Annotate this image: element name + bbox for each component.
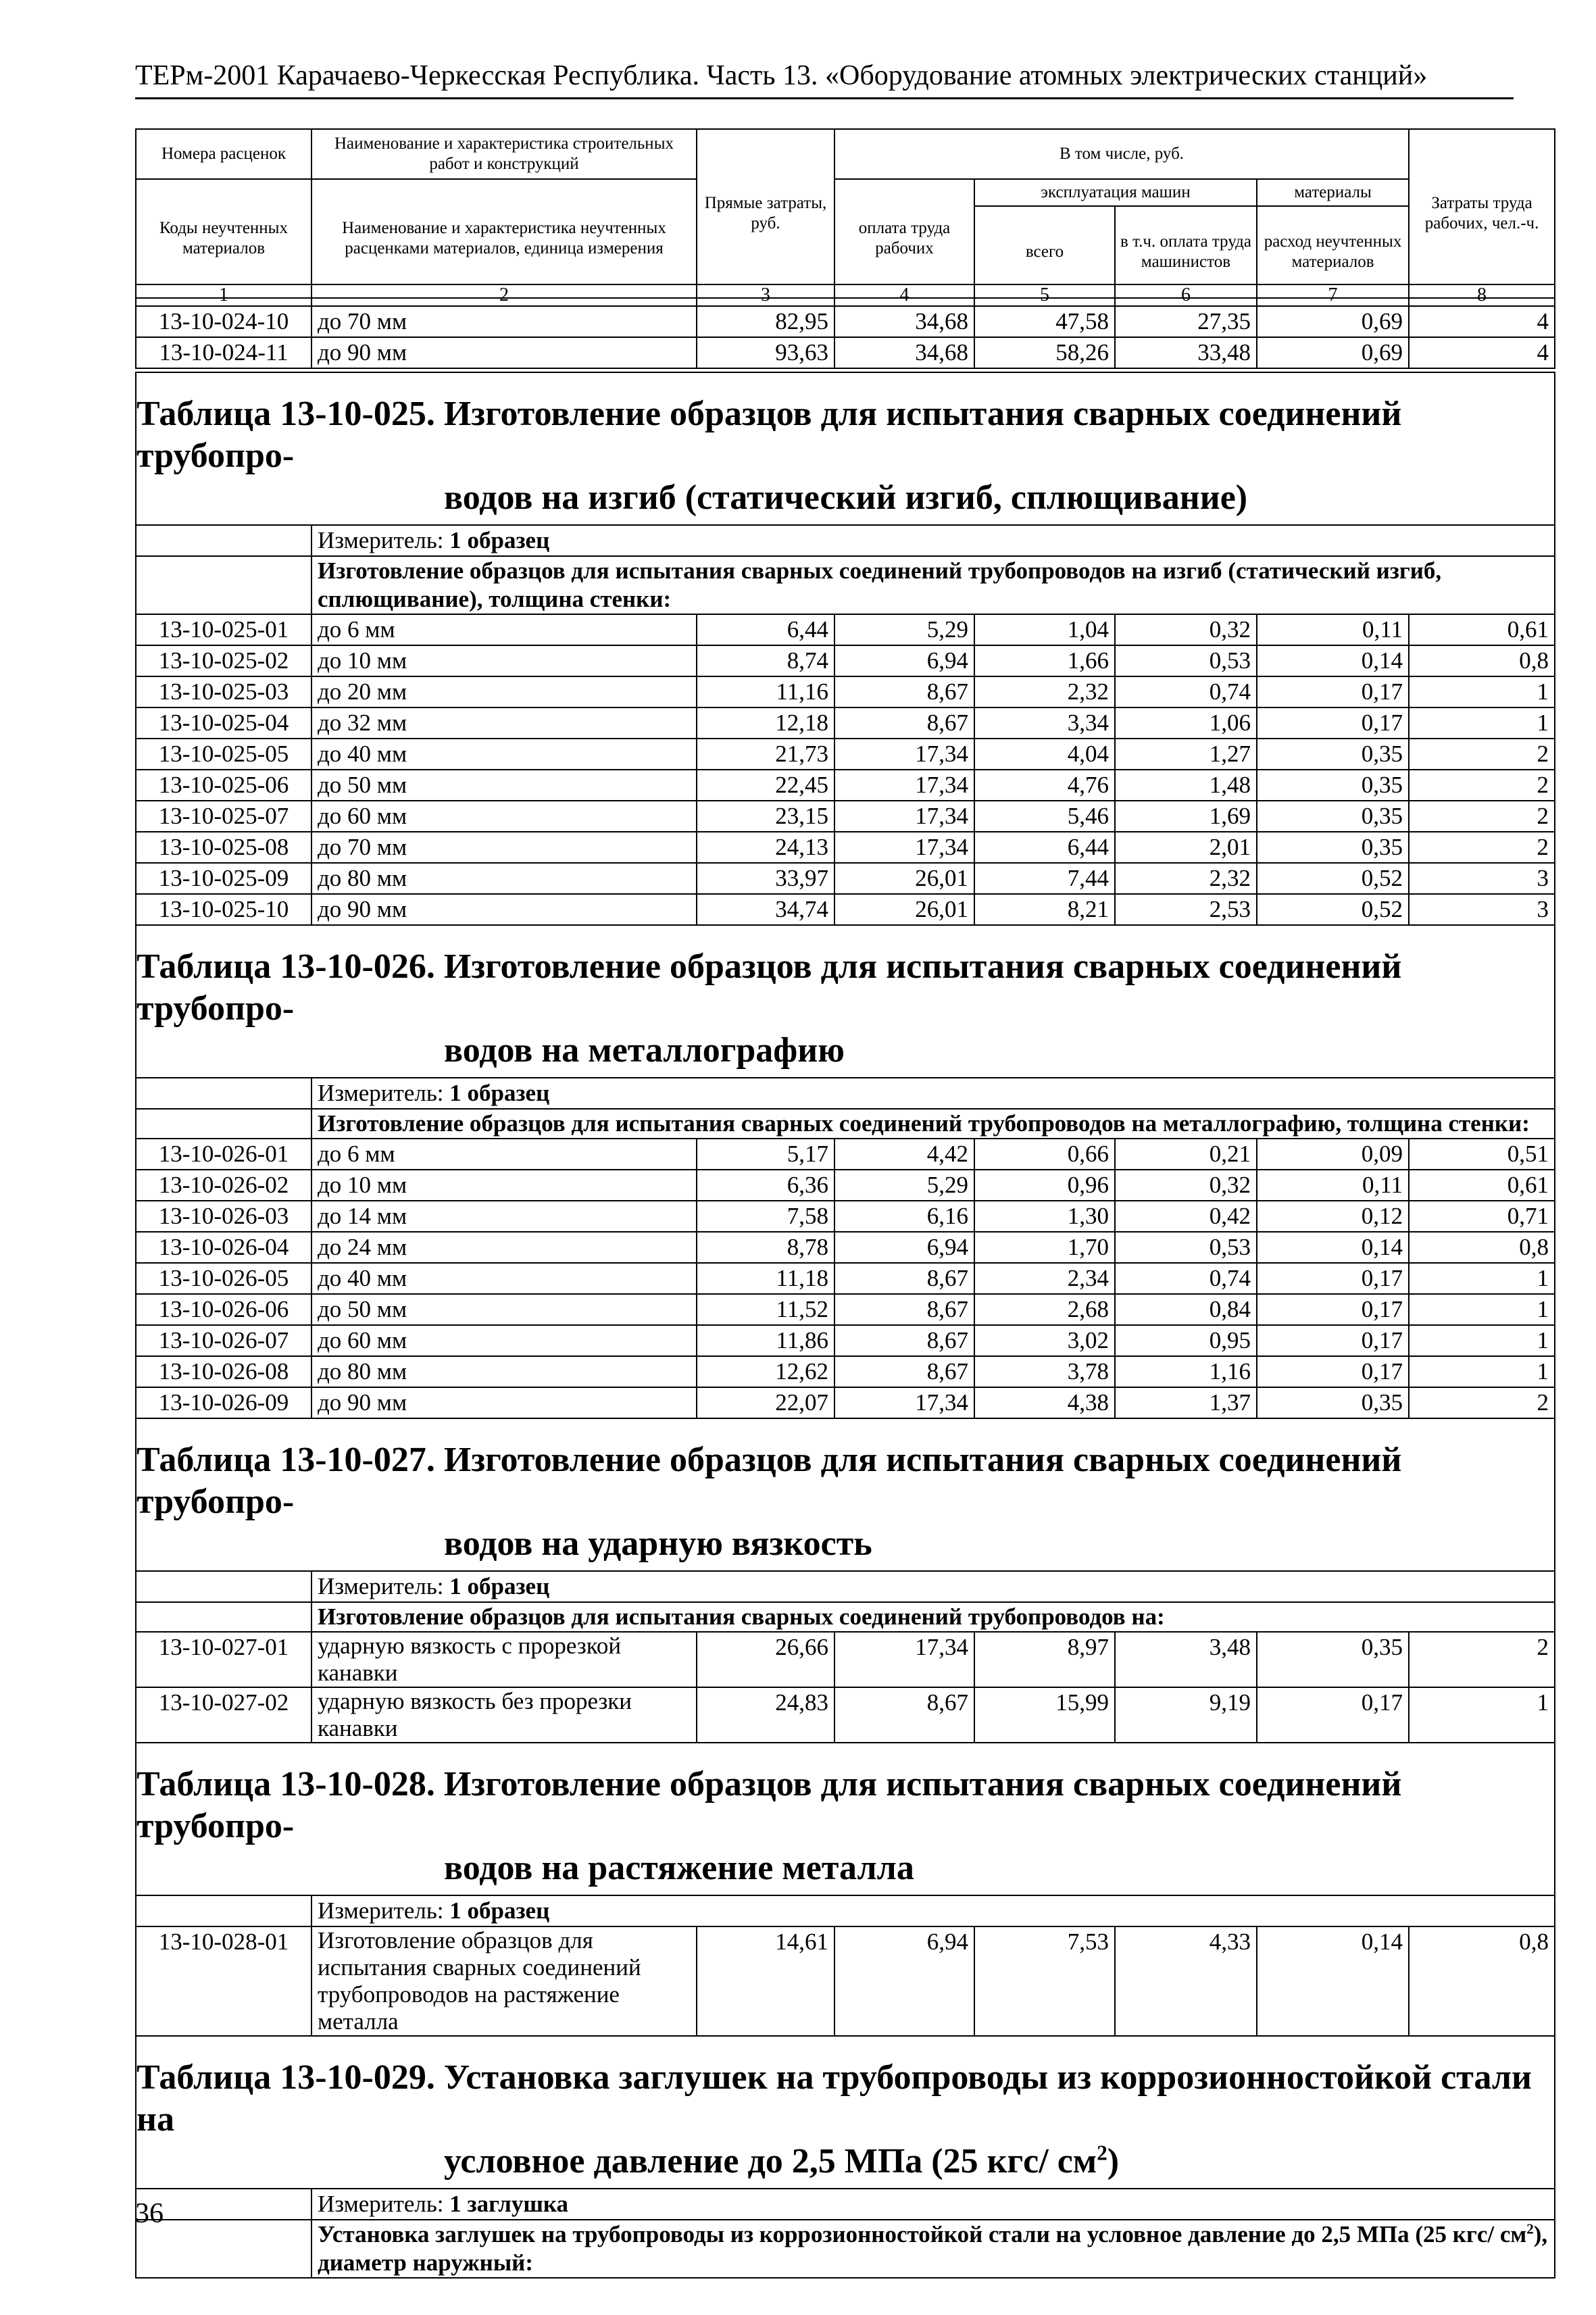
rate-code: 13-10-025-06 (136, 770, 312, 801)
rate-code: 13-10-025-10 (136, 895, 312, 926)
empty-cell (136, 1110, 312, 1139)
column-number: 6 (1116, 285, 1257, 307)
rate-value: 8,67 (835, 1295, 975, 1326)
rate-value: 0,42 (1116, 1201, 1257, 1233)
rate-code: 13-10-026-03 (136, 1201, 312, 1233)
meter-label: Измеритель: (318, 2191, 450, 2217)
rate-value: 5,29 (835, 1170, 975, 1201)
subtitle-text: ), диаметр наружный: (318, 2221, 1548, 2276)
table-subtitle: Изготовление образцов для испытания сварных соединений трубопроводов на металлографию, толщина стенки: (312, 1110, 1555, 1139)
rate-value: 17,34 (835, 832, 975, 864)
rate-value: 1,27 (1116, 739, 1257, 770)
rate-code: 13-10-025-05 (136, 739, 312, 770)
rate-value: 34,74 (697, 895, 835, 926)
header-total: всего (974, 206, 1115, 298)
header-materials: материалы (1257, 179, 1409, 206)
rate-value: 6,16 (835, 1201, 975, 1233)
rate-name: до 10 мм (312, 1170, 697, 1201)
rate-value: 0,8 (1410, 646, 1555, 677)
table-subtitle (312, 2220, 1555, 2279)
table-meter (312, 1078, 1555, 1110)
rate-code: 13-10-026-02 (136, 1170, 312, 1201)
rate-value: 8,67 (835, 677, 975, 708)
rate-value: 6,94 (835, 1927, 975, 2037)
rate-value: 34,68 (835, 307, 975, 338)
header-direct-costs: Прямые затраты, руб. (697, 129, 834, 298)
rate-value: 0,61 (1410, 1170, 1555, 1201)
rate-value: 0,09 (1257, 1139, 1410, 1170)
rate-value: 0,52 (1257, 864, 1410, 895)
rate-value: 33,48 (1116, 338, 1257, 369)
table-title-line-2: водов на металлографию (444, 1031, 845, 1070)
rate-value: 0,17 (1257, 708, 1410, 739)
rate-value: 1 (1410, 1326, 1555, 1357)
header-name-materials: Наименование и характеристика неучтенных расценками материалов, единица измерения (311, 179, 697, 298)
rate-name: до 6 мм (312, 615, 697, 646)
rate-value: 47,58 (975, 307, 1116, 338)
rate-code: 13-10-024-10 (136, 307, 312, 338)
rate-value: 4 (1410, 307, 1555, 338)
rate-value: 7,44 (975, 864, 1116, 895)
rate-name: до 80 мм (312, 1357, 697, 1388)
rate-value: 1,16 (1116, 1357, 1257, 1388)
empty-cell (136, 526, 312, 557)
rate-code: 13-10-027-01 (136, 1633, 312, 1688)
rate-code: 13-10-026-05 (136, 1264, 312, 1295)
column-number: 8 (1410, 285, 1555, 307)
rate-name: до 40 мм (312, 739, 697, 770)
table-title (136, 926, 1555, 1078)
rate-value: 0,11 (1257, 615, 1410, 646)
document-header: ТЕРм-2001 Карачаево-Черкесская Республика. Часть 13. «Оборудование атомных электрических станций» (135, 58, 1514, 99)
rate-value: 1 (1410, 708, 1555, 739)
header-rate-numbers: Номера расценок (136, 129, 311, 179)
rate-name: до 20 мм (312, 677, 697, 708)
rate-value: 3,48 (1116, 1633, 1257, 1688)
rate-value: 0,35 (1257, 739, 1410, 770)
rate-value: 15,99 (975, 1688, 1116, 1743)
rate-name: ударную вязкость с прорезкой канавки (312, 1633, 697, 1688)
rate-value: 0,17 (1257, 677, 1410, 708)
rate-name: до 40 мм (312, 1264, 697, 1295)
table-title-line-2 (136, 2141, 1547, 2183)
rate-value: 6,94 (835, 646, 975, 677)
rate-code: 13-10-027-02 (136, 1688, 312, 1743)
rate-name: до 50 мм (312, 770, 697, 801)
rate-value: 11,18 (697, 1264, 835, 1295)
rate-value: 0,35 (1257, 832, 1410, 864)
rate-value: 0,69 (1257, 307, 1410, 338)
title-superscript: 2 (1097, 2141, 1107, 2165)
meter-label: Измеритель: (318, 1897, 450, 1924)
rate-value: 0,35 (1257, 770, 1410, 801)
meter-label: Измеритель: (318, 527, 450, 553)
rate-value: 4,42 (835, 1139, 975, 1170)
meter-value: 1 образец (449, 1897, 550, 1924)
subtitle-superscript: 2 (1526, 2220, 1534, 2237)
rate-value: 1 (1410, 1295, 1555, 1326)
rate-value: 24,83 (697, 1688, 835, 1743)
rate-value: 1,48 (1116, 770, 1257, 801)
rate-value: 22,45 (697, 770, 835, 801)
empty-cell (136, 1078, 312, 1110)
rate-value: 0,14 (1257, 1927, 1410, 2037)
rate-value: 8,21 (975, 895, 1116, 926)
column-number: 5 (975, 285, 1116, 307)
rate-value: 6,44 (697, 615, 835, 646)
rate-value: 4,38 (975, 1388, 1116, 1419)
rate-value: 8,97 (975, 1633, 1116, 1688)
table-meter (312, 526, 1555, 557)
rate-name: до 90 мм (312, 895, 697, 926)
rate-code: 13-10-026-07 (136, 1326, 312, 1357)
rate-value: 1 (1410, 1688, 1555, 1743)
rate-code: 13-10-025-03 (136, 677, 312, 708)
rate-code: 13-10-026-04 (136, 1233, 312, 1264)
rate-value: 93,63 (697, 338, 835, 369)
table-title-line-1: Таблица 13-10-025. Изготовление образцов для испытания сварных соединений трубопро- (136, 395, 1402, 475)
rate-value: 26,66 (697, 1633, 835, 1688)
rate-name: до 90 мм (312, 338, 697, 369)
rate-value: 17,34 (835, 801, 975, 832)
rate-value: 2,01 (1116, 832, 1257, 864)
rate-value: 0,71 (1410, 1201, 1555, 1233)
rate-code: 13-10-026-09 (136, 1388, 312, 1419)
rate-value: 4,76 (975, 770, 1116, 801)
rate-value: 0,69 (1257, 338, 1410, 369)
header-incl-machinists: в т.ч. оплата труда машинистов (1115, 206, 1257, 298)
header-machine-ops: эксплуатация машин (974, 179, 1257, 206)
rate-value: 17,34 (835, 1388, 975, 1419)
rate-value: 12,62 (697, 1357, 835, 1388)
rate-value: 0,95 (1116, 1326, 1257, 1357)
rate-value: 2 (1410, 739, 1555, 770)
rate-value: 3,02 (975, 1326, 1116, 1357)
table-title-line-2: водов на изгиб (статический изгиб, сплющивание) (444, 478, 1248, 517)
rate-value: 0,52 (1257, 895, 1410, 926)
rate-value: 22,07 (697, 1388, 835, 1419)
header-labor-costs: Затраты труда рабочих, чел.-ч. (1409, 129, 1555, 298)
rate-value: 8,78 (697, 1233, 835, 1264)
rate-code: 13-10-025-01 (136, 615, 312, 646)
rate-value: 0,14 (1257, 646, 1410, 677)
rate-value: 14,61 (697, 1927, 835, 2037)
rate-value: 9,19 (1116, 1688, 1257, 1743)
meter-value: 1 заглушка (449, 2191, 569, 2217)
table-title (136, 2037, 1555, 2189)
rate-value: 2,32 (975, 677, 1116, 708)
table-top-rows (135, 284, 1555, 369)
meter-value: 1 образец (449, 527, 550, 553)
rate-value: 1,70 (975, 1233, 1116, 1264)
header-labor-pay: оплата труда рабочих (834, 179, 974, 298)
table-title (136, 1743, 1555, 1896)
rate-value: 8,67 (835, 1264, 975, 1295)
column-number: 1 (136, 285, 312, 307)
rate-value: 12,18 (697, 708, 835, 739)
empty-cell (136, 1896, 312, 1927)
rate-value: 0,84 (1116, 1295, 1257, 1326)
table-13-10-025 (135, 372, 1555, 2279)
rate-value: 8,67 (835, 1688, 975, 1743)
rate-value: 0,8 (1410, 1927, 1555, 2037)
column-number: 3 (697, 285, 835, 307)
rate-value: 1,37 (1116, 1388, 1257, 1419)
rate-value: 2 (1410, 832, 1555, 864)
rate-value: 4 (1410, 338, 1555, 369)
rate-value: 23,15 (697, 801, 835, 832)
rate-value: 2 (1410, 1388, 1555, 1419)
rate-value: 2,34 (975, 1264, 1116, 1295)
rate-value: 0,32 (1116, 615, 1257, 646)
header-including: В том числе, руб. (834, 129, 1409, 179)
rate-value: 0,35 (1257, 1633, 1410, 1688)
rate-value: 2,53 (1116, 895, 1257, 926)
rate-code: 13-10-025-09 (136, 864, 312, 895)
meter-label: Измеритель: (318, 1573, 450, 1599)
rate-name: до 90 мм (312, 1388, 697, 1419)
rate-value: 8,67 (835, 1357, 975, 1388)
rate-value: 0,96 (975, 1170, 1116, 1201)
rate-code: 13-10-025-02 (136, 646, 312, 677)
table-meter (312, 2189, 1555, 2220)
rate-value: 3,34 (975, 708, 1116, 739)
rate-value: 1 (1410, 677, 1555, 708)
rate-name: до 80 мм (312, 864, 697, 895)
rate-value: 0,14 (1257, 1233, 1410, 1264)
rate-value: 26,01 (835, 864, 975, 895)
rate-name: до 60 мм (312, 1326, 697, 1357)
rate-value: 8,67 (835, 1326, 975, 1357)
rate-value: 0,8 (1410, 1233, 1555, 1264)
column-number: 4 (835, 285, 975, 307)
rate-name: до 60 мм (312, 801, 697, 832)
empty-cell (136, 1603, 312, 1633)
rate-value: 2 (1410, 1633, 1555, 1688)
subtitle-text: Установка заглушек на трубопроводы из коррозионностойкой стали на условное давление до 2,5 МПа (25 кгс/ см (318, 2221, 1527, 2247)
table-title-line-1: Таблица 13-10-026. Изготовление образцов для испытания сварных соединений трубопро- (136, 947, 1402, 1028)
rate-value: 26,01 (835, 895, 975, 926)
rate-value: 6,44 (975, 832, 1116, 864)
rate-value: 0,61 (1410, 615, 1555, 646)
table-subtitle: Изготовление образцов для испытания сварных соединений трубопроводов на изгиб (статический изгиб, сплющивание), толщина стенки: (312, 557, 1555, 615)
table-header (135, 128, 1555, 299)
rate-value: 1 (1410, 1264, 1555, 1295)
table-subtitle: Изготовление образцов для испытания сварных соединений трубопроводов на: (312, 1603, 1555, 1633)
rate-value: 58,26 (975, 338, 1116, 369)
rate-name: до 14 мм (312, 1201, 697, 1233)
rate-value: 0,74 (1116, 677, 1257, 708)
rate-value: 1,30 (975, 1201, 1116, 1233)
rate-code: 13-10-025-04 (136, 708, 312, 739)
rate-value: 2,68 (975, 1295, 1116, 1326)
rate-name: до 70 мм (312, 832, 697, 864)
table-title-line-2: водов на растяжение металла (444, 1849, 914, 1887)
rate-value: 0,53 (1116, 1233, 1257, 1264)
rate-value: 5,17 (697, 1139, 835, 1170)
rate-value: 24,13 (697, 832, 835, 864)
rate-value: 21,73 (697, 739, 835, 770)
rate-name: ударную вязкость без прорезки канавки (312, 1688, 697, 1743)
empty-cell (136, 1572, 312, 1603)
rate-value: 0,74 (1116, 1264, 1257, 1295)
rate-value: 3 (1410, 895, 1555, 926)
table-title-line-1: Таблица 13-10-029. Установка заглушек на трубопроводы из коррозионностойкой стали на (136, 2058, 1532, 2139)
page-number: 36 (135, 2198, 164, 2229)
rate-value: 0,12 (1257, 1201, 1410, 1233)
rate-value: 0,35 (1257, 1388, 1410, 1419)
column-number: 7 (1257, 285, 1410, 307)
rate-value: 82,95 (697, 307, 835, 338)
rate-name: до 70 мм (312, 307, 697, 338)
table-meter (312, 1572, 1555, 1603)
rate-value: 33,97 (697, 864, 835, 895)
rate-value: 0,17 (1257, 1357, 1410, 1388)
rate-value: 11,52 (697, 1295, 835, 1326)
meter-value: 1 образец (449, 1573, 550, 1599)
column-number: 2 (312, 285, 697, 307)
rate-code: 13-10-028-01 (136, 1927, 312, 2037)
rate-code: 13-10-024-11 (136, 338, 312, 369)
rate-value: 8,67 (835, 708, 975, 739)
rate-value: 0,21 (1116, 1139, 1257, 1170)
rate-value: 17,34 (835, 770, 975, 801)
table-title-line-2: водов на ударную вязкость (444, 1524, 872, 1563)
rate-value: 1,66 (975, 646, 1116, 677)
rate-value: 8,74 (697, 646, 835, 677)
rate-value: 34,68 (835, 338, 975, 369)
table-title (136, 373, 1555, 526)
rate-value: 0,17 (1257, 1326, 1410, 1357)
rate-value: 0,35 (1257, 801, 1410, 832)
rate-value: 0,17 (1257, 1295, 1410, 1326)
rate-value: 1,69 (1116, 801, 1257, 832)
table-meter (312, 1896, 1555, 1927)
rate-code: 13-10-026-06 (136, 1295, 312, 1326)
rate-value: 2,32 (1116, 864, 1257, 895)
rate-value: 17,34 (835, 739, 975, 770)
rate-value: 7,58 (697, 1201, 835, 1233)
rate-value: 0,32 (1116, 1170, 1257, 1201)
table-title-line-1: Таблица 13-10-027. Изготовление образцов для испытания сварных соединений трубопро- (136, 1441, 1402, 1521)
rate-name: до 24 мм (312, 1233, 697, 1264)
rate-value: 0,11 (1257, 1170, 1410, 1201)
rate-code: 13-10-026-01 (136, 1139, 312, 1170)
rate-value: 6,36 (697, 1170, 835, 1201)
rate-value: 5,29 (835, 615, 975, 646)
rate-value: 7,53 (975, 1927, 1116, 2037)
rate-value: 17,34 (835, 1633, 975, 1688)
rate-value: 3,78 (975, 1357, 1116, 1388)
rate-value: 6,94 (835, 1233, 975, 1264)
rate-value: 0,17 (1257, 1264, 1410, 1295)
rate-value: 0,17 (1257, 1688, 1410, 1743)
table-title-line-1: Таблица 13-10-028. Изготовление образцов для испытания сварных соединений трубопро- (136, 1765, 1402, 1845)
rate-value: 1 (1410, 1357, 1555, 1388)
rate-name: до 50 мм (312, 1295, 697, 1326)
rate-value: 5,46 (975, 801, 1116, 832)
rate-code: 13-10-026-08 (136, 1357, 312, 1388)
rate-value: 1,06 (1116, 708, 1257, 739)
title-text: ) (1107, 2142, 1120, 2181)
rate-value: 2 (1410, 770, 1555, 801)
meter-value: 1 образец (449, 1080, 550, 1106)
rate-value: 0,51 (1410, 1139, 1555, 1170)
table-title (136, 1419, 1555, 1572)
rate-value: 4,33 (1116, 1927, 1257, 2037)
rate-value: 27,35 (1116, 307, 1257, 338)
rate-value: 11,16 (697, 677, 835, 708)
header-name-works: Наименование и характеристика строительных работ и конструкций (311, 129, 697, 179)
rate-value: 11,86 (697, 1326, 835, 1357)
title-text: условное давление до 2,5 МПа (25 кгс/ см (444, 2142, 1097, 2181)
rate-code: 13-10-025-07 (136, 801, 312, 832)
rate-value: 3 (1410, 864, 1555, 895)
header-unaccounted-materials: расход неучтенных материалов (1257, 206, 1409, 298)
rate-value: 2 (1410, 801, 1555, 832)
rate-code: 13-10-025-08 (136, 832, 312, 864)
rate-value: 0,66 (975, 1139, 1116, 1170)
rate-value: 0,53 (1116, 646, 1257, 677)
rate-name: до 6 мм (312, 1139, 697, 1170)
rate-name: до 32 мм (312, 708, 697, 739)
meter-label: Измеритель: (318, 1080, 450, 1106)
rate-name: Изготовление образцов для испытания сварных соединений трубопроводов на растяжение металла (312, 1927, 697, 2037)
rate-value: 4,04 (975, 739, 1116, 770)
rate-value: 1,04 (975, 615, 1116, 646)
empty-cell (136, 557, 312, 615)
rate-name: до 10 мм (312, 646, 697, 677)
header-codes: Коды неучтенных материалов (136, 179, 311, 298)
